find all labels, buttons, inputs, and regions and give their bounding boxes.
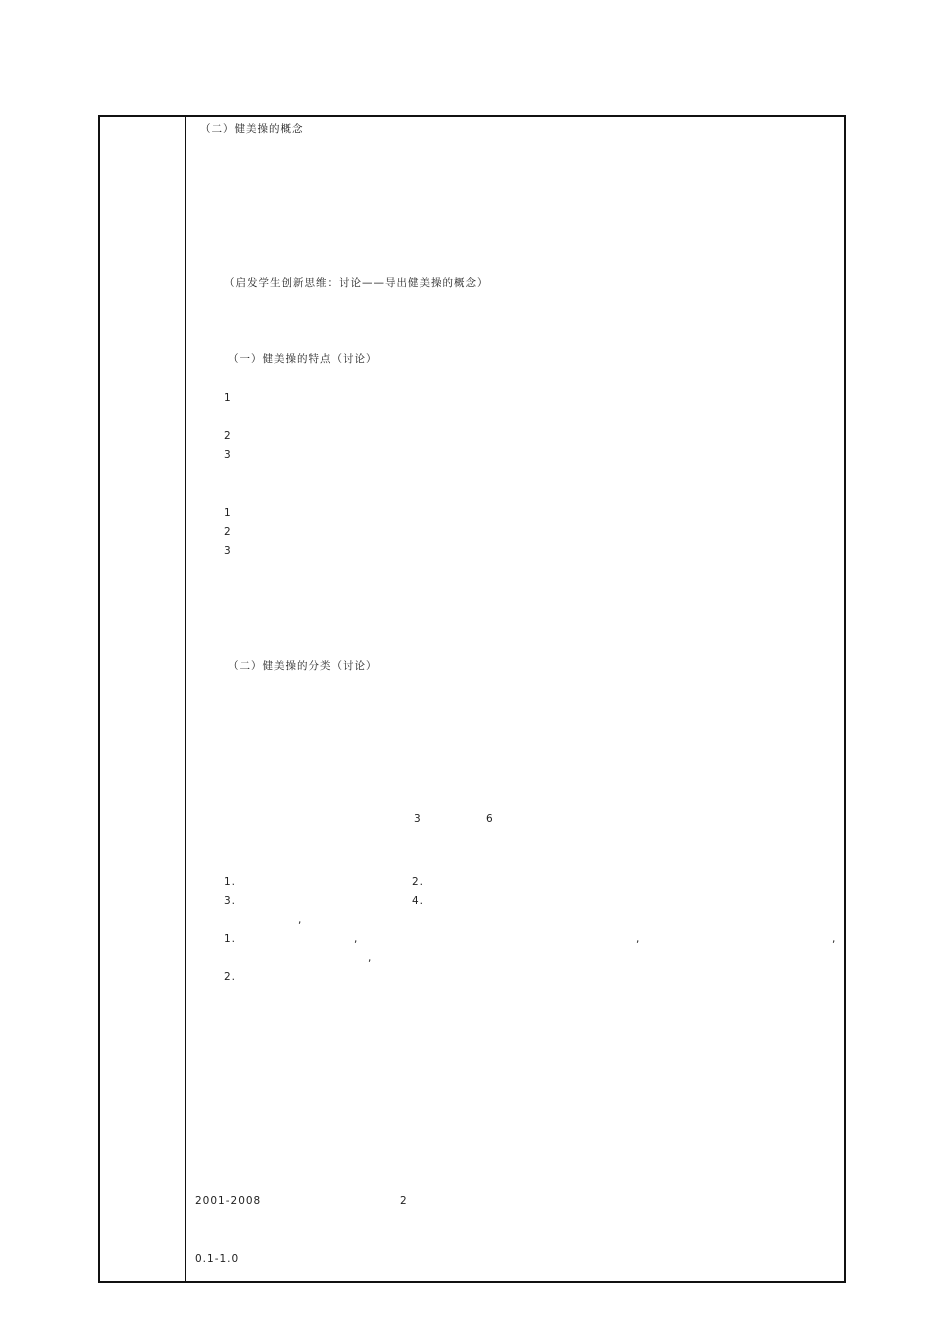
text-line: 0.1-1.0 — [195, 1253, 240, 1265]
text-line: 2 — [400, 1195, 408, 1207]
text-line: , — [636, 933, 641, 945]
text-line: , — [832, 933, 837, 945]
text-line: 3 — [224, 449, 232, 461]
section-heading: （二）健美操的分类（讨论） — [228, 660, 378, 672]
text-line: , — [298, 914, 303, 926]
section-heading: （二）健美操的概念 — [200, 123, 304, 135]
text-line: 4. — [412, 895, 425, 907]
text-line: 1 — [224, 507, 232, 519]
text-line: , — [354, 933, 359, 945]
text-line: 6 — [486, 813, 494, 825]
text-line: 2001-2008 — [195, 1195, 262, 1207]
text-line: 3. — [224, 895, 237, 907]
text-line: 1. — [224, 876, 237, 888]
text-line: , — [368, 952, 373, 964]
text-line: 2 — [224, 526, 232, 538]
text-line: 1. — [224, 933, 237, 945]
section-heading: （一）健美操的特点（讨论） — [228, 353, 378, 365]
text-line: 2 — [224, 430, 232, 442]
column-divider — [185, 115, 186, 1283]
text-line: 2. — [412, 876, 425, 888]
table-frame — [98, 115, 846, 1283]
text-line: 3 — [414, 813, 422, 825]
text-line: 2. — [224, 971, 237, 983]
text-line: 3 — [224, 545, 232, 557]
text-line: （启发学生创新思维：讨论——导出健美操的概念） — [224, 277, 489, 289]
text-line: 1 — [224, 392, 232, 404]
